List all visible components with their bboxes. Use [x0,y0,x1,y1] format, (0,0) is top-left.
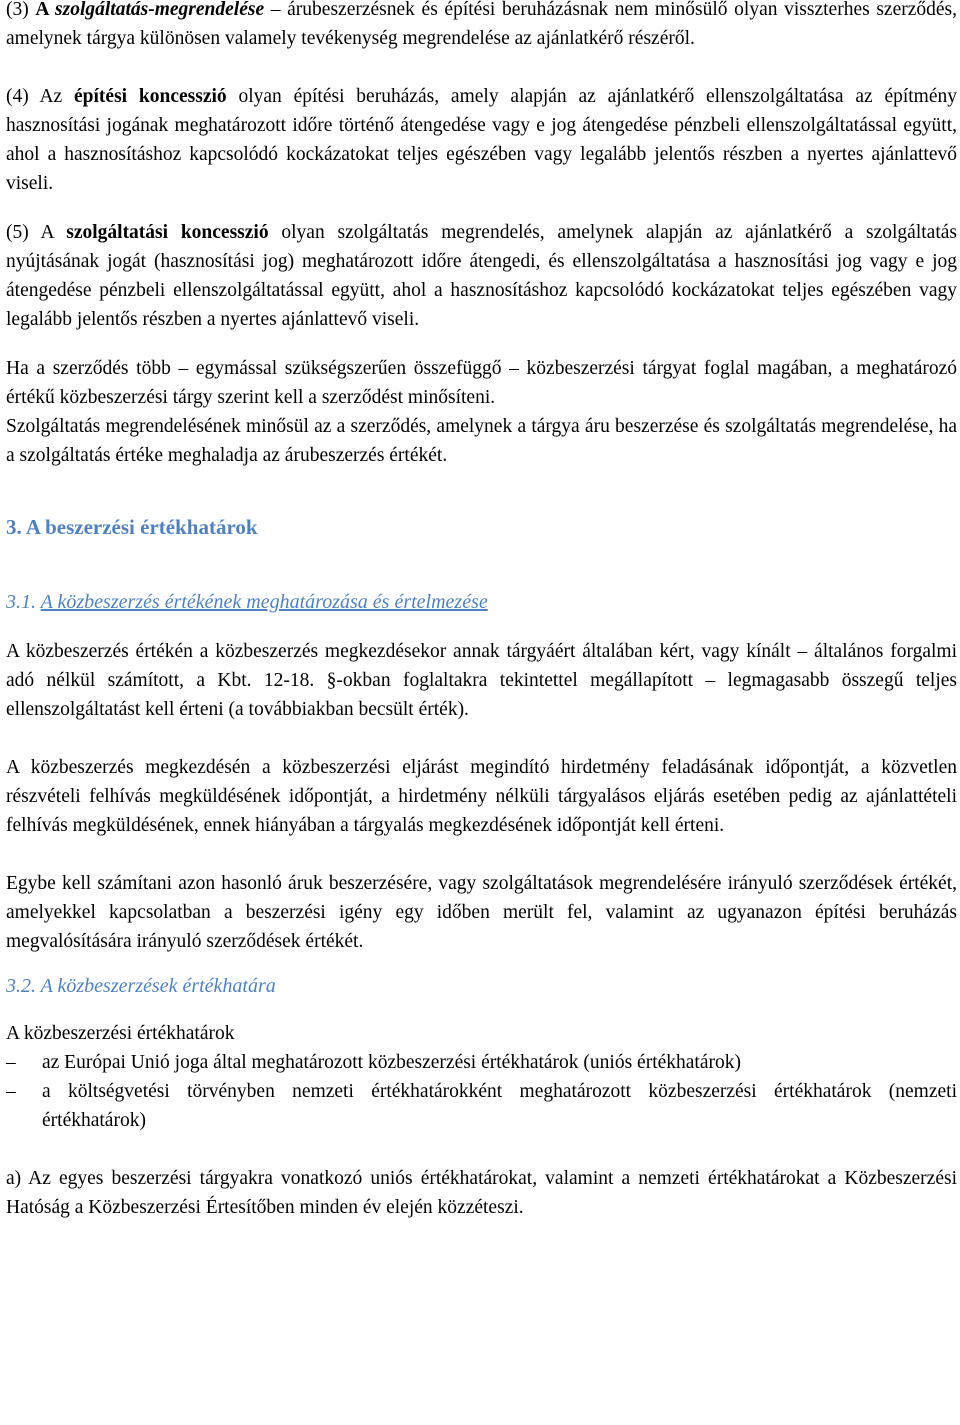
paragraph-number: (3) [6,0,36,20]
paragraph-lead: (5) A [6,222,67,243]
term-lead: A [35,0,56,20]
list-item [6,1077,957,1135]
paragraph-text: olyan építési beruházás, amely alapján az ajánlatkérő ellenszolgáltatása az építmény hasznosítási jogának meghatározott időre történő átengedése vagy e jog átengedése pénzbeli ellenszolgáltatással együtt, ahol a hasznosításhoz kapcsolódó kockázatokat teljes egészében vagy legalább jelentős részben a nyertes ajánlattevő viseli. [6,86,958,194]
section-heading-3: 3. A beszerzési értékhatárok [6,515,258,539]
list-item-text: az Európai Unió joga által meghatározott közbeszerzési értékhatárok (uniós értékhatárok) [42,1052,741,1073]
list-item-text: a költségvetési törvényben nemzeti értékhatárokként meghatározott közbeszerzési értékhatárok (nemzeti értékhatárok) [42,1081,957,1131]
dash-bullet: – [6,1081,16,1102]
paragraph-ertesito: a) Az egyes beszerzési tárgyakra vonatkozó uniós értékhatárokat, valamint a nemzeti értékhatárokat a Közbeszerzési Hatóság a Közbeszerzési Értesítőben minden év elején közzéteszi. [6,1168,957,1218]
section-heading-3-1 [6,587,957,617]
dash-bullet: – [6,1052,16,1073]
paragraph-epitesi-koncesszio [6,82,957,198]
section-heading-3-2: 3.2. A közbeszerzések értékhatára [6,975,276,997]
paragraph-lead: (4) Az [6,86,75,107]
term-szolgaltatas-megrendelese: szolgáltatás-megrendelése [55,0,265,20]
term-epitesi-koncesszio: építési koncesszió [74,86,227,107]
paragraph-becsult-ertek: A közbeszerzés értékén a közbeszerzés megkezdésekor annak tárgyáért általában kért, vagy kínált – általános forgalmi adó nélkül számított, a Kbt. 12-18. §-okban foglaltakra tekintettel megállapított – legmagasabb összegű teljes ellenszolgáltatást kell érteni (a továbbiakban becsült érték). [6,641,957,720]
paragraph-text: olyan szolgáltatás megrendelés, amelynek alapján az ajánlatkérő a szolgáltatás nyújtásának jogát (hasznosítási jog) meghatározott időre átengedi, és ellenszolgáltatása a hasznosítási jog vagy e jog átengedése pénzbeli ellenszolgáltatással együtt, ahol a hasznosításhoz kapcsolódó kockázatokat teljes egészében vagy legalább jelentős részben a nyertes ajánlattevő viseli. [6,222,957,330]
paragraph-ertekhatarok-intro: A közbeszerzési értékhatárok [6,1023,235,1044]
ertekhatarok-list [6,1048,957,1135]
section-number: 3.1. [6,591,41,613]
term-szolgaltatasi-koncesszio: szolgáltatási koncesszió [66,222,269,243]
list-item [6,1048,957,1077]
paragraph-text: – árubeszerzésnek és építési beruházásnak nem minősülő olyan visszterhes szerződés, amelynek tárgya különösen valamely tevékenység megrendelése az ajánlatkérő részéről. [6,0,957,49]
paragraph-egybeszamitas: Egybe kell számítani azon hasonló áruk beszerzésére, vagy szolgáltatások megrendelésére irányuló szerződések értékét, amelyekkel kapcsolatban a beszerzési igény egy időben merült fel, valamint az ugyanazon építési beruházás megvalósítására irányuló szerződések értékét. [6,873,957,952]
section-title: A közbeszerzés értékének meghatározása és értelmezése [40,591,488,613]
paragraph-tobb-targy: Ha a szerződés több – egymással szükségszerűen összefüggő – közbeszerzési tárgyat foglal magában, a meghatározó értékű közbeszerzési tárgy szerint kell a szerződést minősíteni. [6,358,957,408]
paragraph-szolgaltatasi-koncesszio [6,218,957,334]
paragraph-szolgaltatas-megrendeles [6,0,957,53]
paragraph-szolgaltatas-minosul: Szolgáltatás megrendelésének minősül az a szerződés, amelynek a tárgya áru beszerzése és szolgáltatás megrendelése, ha a szolgáltatás értéke meghaladja az árubeszerzés értékét. [6,416,957,466]
paragraph-kozbeszerzes-megkezdese: A közbeszerzés megkezdésén a közbeszerzési eljárást megindító hirdetmény feladásának időpontját, a közvetlen részvételi felhívás megküldésének időpontját, a hirdetmény nélküli tárgyalásos eljárás esetében pedig az ajánlattételi felhívás megküldésének, ennek hiányában a tárgyalás megkezdésének időpontját kell érteni. [6,757,957,836]
